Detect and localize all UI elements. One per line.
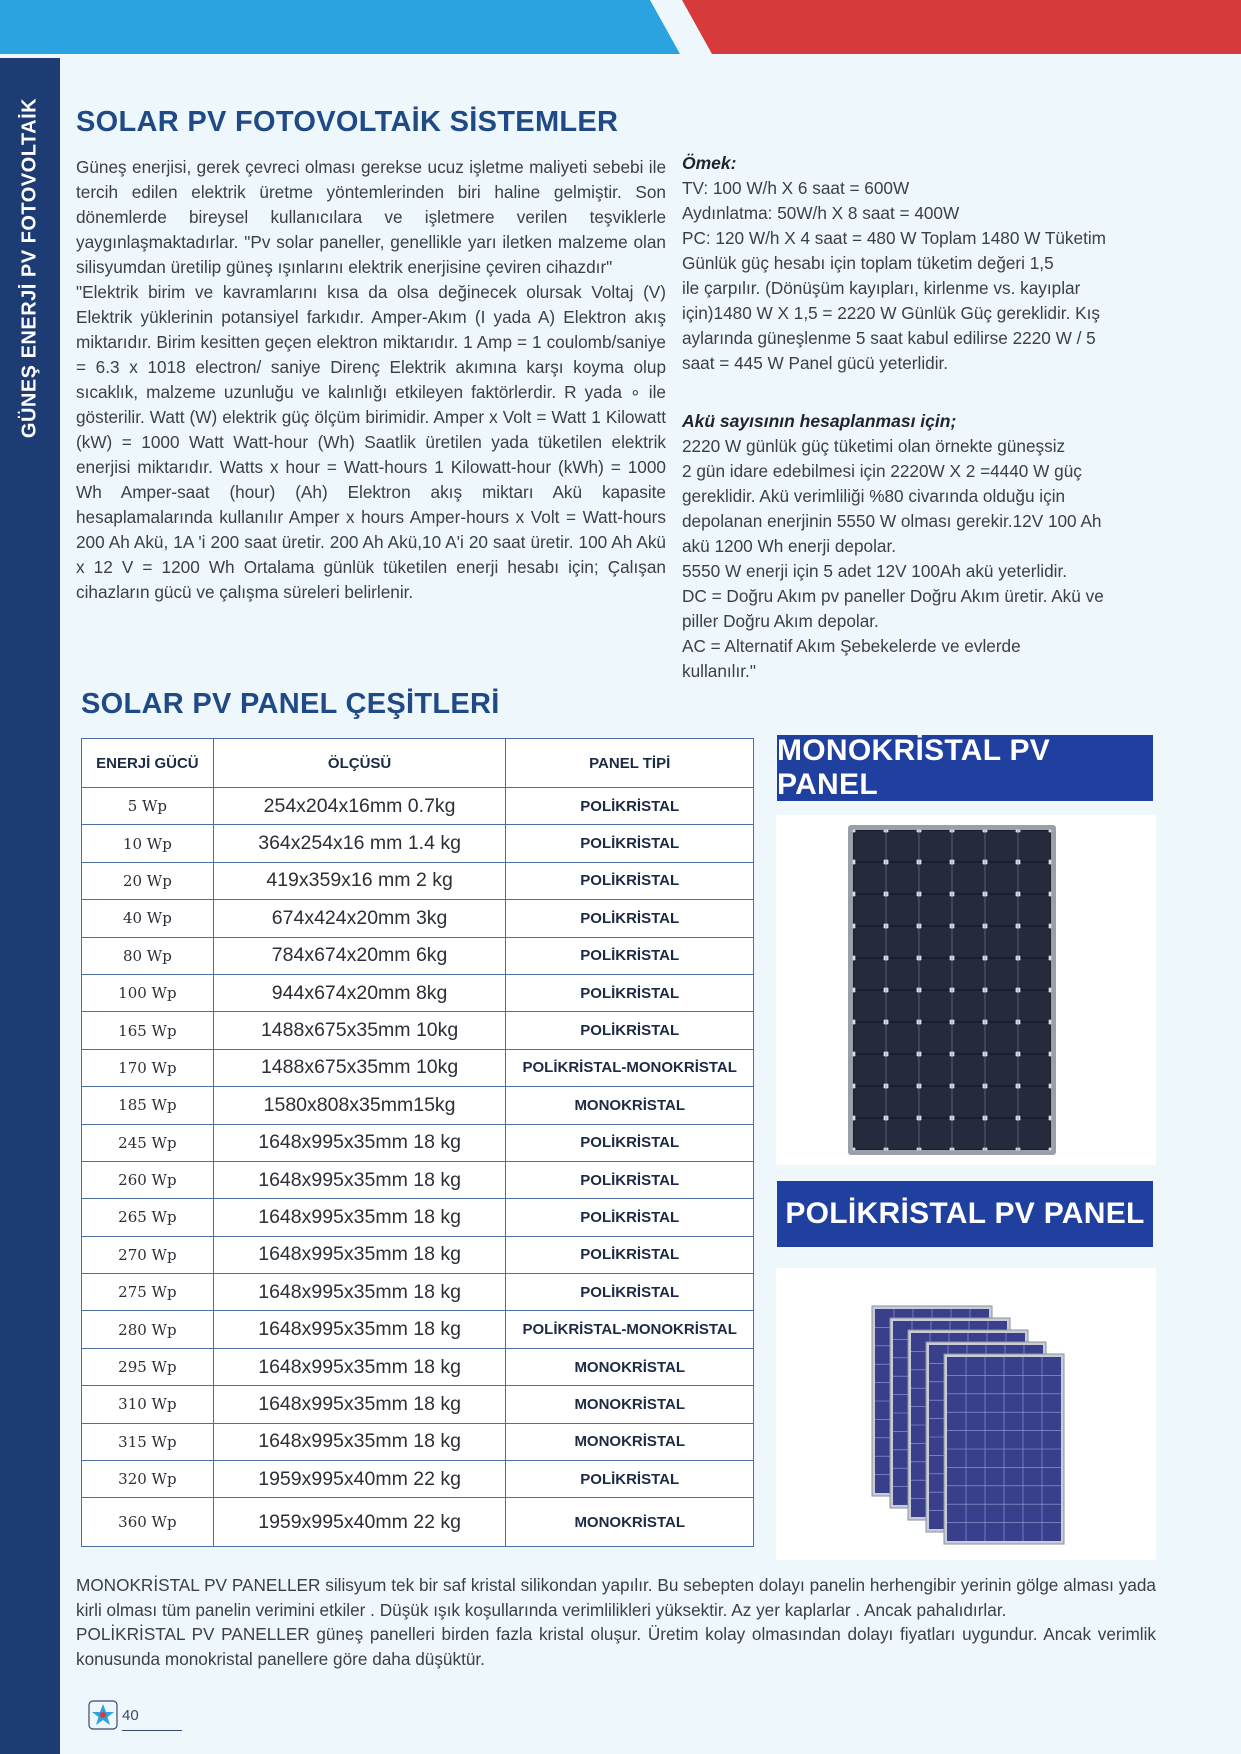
table-row [82,1161,754,1198]
cell-size: 1648x995x35mm 18 kg [213,1348,506,1385]
cell-size: 1648x995x35mm 18 kg [213,1386,506,1423]
cell-type: POLİKRİSTAL [506,1124,754,1161]
table-body [82,788,754,1547]
cell-size: 419x359x16 mm 2 kg [213,862,506,899]
table-header-row [82,739,754,788]
cell-power: 245 Wp [82,1124,214,1161]
table-row [82,788,754,825]
poly-panel-label: POLİKRİSTAL PV PANEL [777,1181,1153,1247]
cell-type: POLİKRİSTAL [506,1274,754,1311]
cell-type: POLİKRİSTAL [506,974,754,1011]
example-line: PC: 120 W/h X 4 saat = 480 W Toplam 1480 W Tüketim [682,228,1106,248]
panel-spec-table [81,738,754,1547]
cell-power: 260 Wp [82,1161,214,1198]
header-power: ENERJİ GÜCÜ [82,739,214,788]
table-row [82,1274,754,1311]
cell-type: MONOKRİSTAL [506,1087,754,1124]
cell-power: 100 Wp [82,974,214,1011]
example-line: saat = 445 W Panel gücü yeterlidir. [682,353,949,373]
cell-type: POLİKRİSTAL [506,825,754,862]
header-size: ÖLÇÜSÜ [213,739,506,788]
battery-line: 2220 W günlük güç tüketimi olan örnekte güneşsiz [682,436,1066,456]
cell-power: 185 Wp [82,1087,214,1124]
battery-line: gereklidir. Akü verimliliği %80 civarında olduğu için [682,486,1066,506]
battery-line: depolanan enerjinin 5550 W olması gerekir.12V 100 Ah [682,511,1102,531]
header-type: PANEL TİPİ [506,739,754,788]
section-title: SOLAR PV PANEL ÇEŞİTLERİ [81,688,500,720]
cell-size: 1488x675x35mm 10kg [213,1049,506,1086]
table-row [82,1049,754,1086]
cell-size: 1648x995x35mm 18 kg [213,1236,506,1273]
cell-type: POLİKRİSTAL [506,900,754,937]
table-row [82,1199,754,1236]
sidebar [0,58,60,1754]
cell-size: 1648x995x35mm 18 kg [213,1274,506,1311]
table-row [82,900,754,937]
sidebar-title: GÜNEŞ ENERJİ PV FOTOVOLTAİK [18,97,41,439]
example-line: ile çarpılır. (Dönüşüm kayıpları, kirlenme vs. kayıplar [682,278,1081,298]
battery-line: akü 1200 Wh enerji depolar. [682,536,897,556]
cell-power: 265 Wp [82,1199,214,1236]
table-row [82,1012,754,1049]
battery-heading: Akü sayısının hesaplanması için; [682,411,957,431]
cell-power: 280 Wp [82,1311,214,1348]
cell-type: POLİKRİSTAL [506,1199,754,1236]
cell-size: 1648x995x35mm 18 kg [213,1161,506,1198]
top-red-bar [682,0,1241,54]
poly-panel-image [776,1268,1156,1560]
cell-power: 5 Wp [82,788,214,825]
poly-panel-illustration [776,1268,1156,1560]
cell-type: POLİKRİSTAL [506,1461,754,1498]
cell-type: POLİKRİSTAL [506,862,754,899]
table-row [82,937,754,974]
cell-type: POLİKRİSTAL [506,1012,754,1049]
cell-power: 165 Wp [82,1012,214,1049]
example-line: aylarında güneşlenme 5 saat kabul edilirse 2220 W / 5 [682,328,1096,348]
cell-power: 295 Wp [82,1348,214,1385]
cell-size: 1648x995x35mm 18 kg [213,1124,506,1161]
cell-power: 310 Wp [82,1386,214,1423]
table-row [82,1423,754,1460]
top-blue-bar [0,0,680,54]
battery-line: AC = Alternatif Akım Şebekelerde ve evlerde [682,636,1021,656]
example-line: Aydınlatma: 50W/h X 8 saat = 400W [682,203,960,223]
cell-type: POLİKRİSTAL [506,937,754,974]
mono-panel-illustration [776,815,1156,1165]
intro-text [76,155,666,605]
cell-size: 364x254x16 mm 1.4 kg [213,825,506,862]
cell-power: 270 Wp [82,1236,214,1273]
cell-type: MONOKRİSTAL [506,1348,754,1385]
cell-size: 1648x995x35mm 18 kg [213,1199,506,1236]
table-row [82,1386,754,1423]
cell-size: 674x424x20mm 3kg [213,900,506,937]
table-row [82,1498,754,1547]
cell-size: 1959x995x40mm 22 kg [213,1498,506,1547]
battery-line: DC = Doğru Akım pv paneller Doğru Akım üretir. Akü ve [682,586,1104,606]
cell-size: 784x674x20mm 6kg [213,937,506,974]
table-row [82,1348,754,1385]
cell-power: 40 Wp [82,900,214,937]
page-title: SOLAR PV FOTOVOLTAİK SİSTEMLER [76,106,619,138]
mono-panel-image [776,815,1156,1165]
poly-description: POLİKRİSTAL PV PANELLER güneş panelleri birden fazla kristal oluşur. Üretim kolay olmasından dolayı fiyatları uygundur. Ancak verimlik konusunda monokristal panellere göre daha düşüktür. [76,1624,1156,1669]
units-paragraph: "Elektrik birim ve kavramlarını kısa da olsa değinecek olursak Voltaj (V) Elektrik yüklerinin potansiyel farkıdır. Amper-Akım (I yada A) Elektron akış miktarıdır. Birim kesitten geçen elektron miktarıdır. 1 Amp = 1 coulomb/saniye = 6.3 x 1018 electron/ saniye Direnç Elektrik akımına karşı koyma olup sıcaklık, malzeme uzunluğu ve kalınlığı etkileyen faktörlerdir. R yada ∘ ile gösterilir. Watt (W) elektrik güç ölçüm birimidir. Amper x Volt = Watt 1 Kilowatt (kW) = 1000 Watt Watt-hour (Wh) Saatlik üretilen yada tüketilen elektrik enerjisi miktarıdır. Watts x hour = Watt-hours 1 Kilowatt-hour (kWh) = 1000 Wh Amper-saat (hour) (Ah) Elektron akış miktarı Akü kapasite hesaplamalarında kullanılır Amper x hours Amper-hours x Volt = Watt-hours 200 Ah Akü, 1A 'i 200 saat üretir. 200 Ah Akü,10 A'i 20 saat üretir. 100 Ah Akü x 12 V = 1200 Wh Ortalama günlük tüketilen enerji hesabı için; Çalışan cihazların gücü ve çalışma süreleri belirlenir. [76,282,666,602]
cell-size: 1959x995x40mm 22 kg [213,1461,506,1498]
battery-line: 5550 W enerji için 5 adet 12V 100Ah akü yeterlidir. [682,561,1068,581]
battery-line: piller Doğru Akım depolar. [682,611,879,631]
example-line: için)1480 W X 1,5 = 2220 W Günlük Güç gereklidir. Kış [682,303,1100,323]
cell-power: 20 Wp [82,862,214,899]
table-row [82,1087,754,1124]
cell-type: MONOKRİSTAL [506,1498,754,1547]
table-row [82,1124,754,1161]
example-column [682,151,1162,684]
panel-description [76,1573,1156,1671]
battery-line: 2 gün idare edebilmesi için 2220W X 2 =4440 W güç [682,461,1082,481]
table-row [82,1461,754,1498]
battery-line: kullanılır." [682,661,756,681]
cell-type: POLİKRİSTAL [506,788,754,825]
table-row [82,1311,754,1348]
intro-paragraph: Güneş enerjisi, gerek çevreci olması gerekse ucuz işletme maliyeti sebebi ile tercih edilen elektrik üretme yöntemlerinden biri haline gelmiştir. Son dönemlerde bireysel kullanıcılara ve işletmere verilen teşviklerle yaygınlaşmaktadırlar. "Pv solar paneller, genellikle yarı iletken malzeme olan silisyumdan üretilip güneş ışınlarını elektrik enerjisine çeviren cihazdır" [76,157,666,277]
cell-size: 1488x675x35mm 10kg [213,1012,506,1049]
example-heading: Ömek: [682,153,737,173]
page-footer [88,1700,139,1730]
table-row [82,862,754,899]
cell-size: 1648x995x35mm 18 kg [213,1311,506,1348]
cell-size: 254x204x16mm 0.7kg [213,788,506,825]
star-logo-icon [88,1700,118,1730]
mono-description: MONOKRİSTAL PV PANELLER silisyum tek bir saf kristal silikondan yapılır. Bu sebepten dolayı panelin herhengibir yerinin gölge alması yada kirli olması tüm panelin verimini etkiler . Düşük ışık koşullarında verimlilikleri yüksektir. Az yer kaplarlar . Ancak pahalıdırlar. [76,1575,1156,1620]
cell-type: MONOKRİSTAL [506,1386,754,1423]
cell-power: 170 Wp [82,1049,214,1086]
cell-power: 80 Wp [82,937,214,974]
cell-type: MONOKRİSTAL [506,1423,754,1460]
cell-size: 1648x995x35mm 18 kg [213,1423,506,1460]
cell-size: 944x674x20mm 8kg [213,974,506,1011]
cell-type: POLİKRİSTAL-MONOKRİSTAL [506,1311,754,1348]
table-row [82,974,754,1011]
example-line: TV: 100 W/h X 6 saat = 600W [682,178,910,198]
cell-power: 10 Wp [82,825,214,862]
top-banner [0,0,1241,56]
cell-power: 360 Wp [82,1498,214,1547]
cell-type: POLİKRİSTAL [506,1161,754,1198]
page-number: 40 [122,1706,139,1724]
cell-size: 1580x808x35mm15kg [213,1087,506,1124]
example-line: Günlük güç hesabı için toplam tüketim değeri 1,5 [682,253,1054,273]
cell-type: POLİKRİSTAL-MONOKRİSTAL [506,1049,754,1086]
table-row [82,1236,754,1273]
cell-power: 315 Wp [82,1423,214,1460]
cell-type: POLİKRİSTAL [506,1236,754,1273]
cell-power: 275 Wp [82,1274,214,1311]
table-row [82,825,754,862]
footer-rule [122,1730,182,1731]
cell-power: 320 Wp [82,1461,214,1498]
mono-panel-label: MONOKRİSTAL PV PANEL [777,735,1153,801]
